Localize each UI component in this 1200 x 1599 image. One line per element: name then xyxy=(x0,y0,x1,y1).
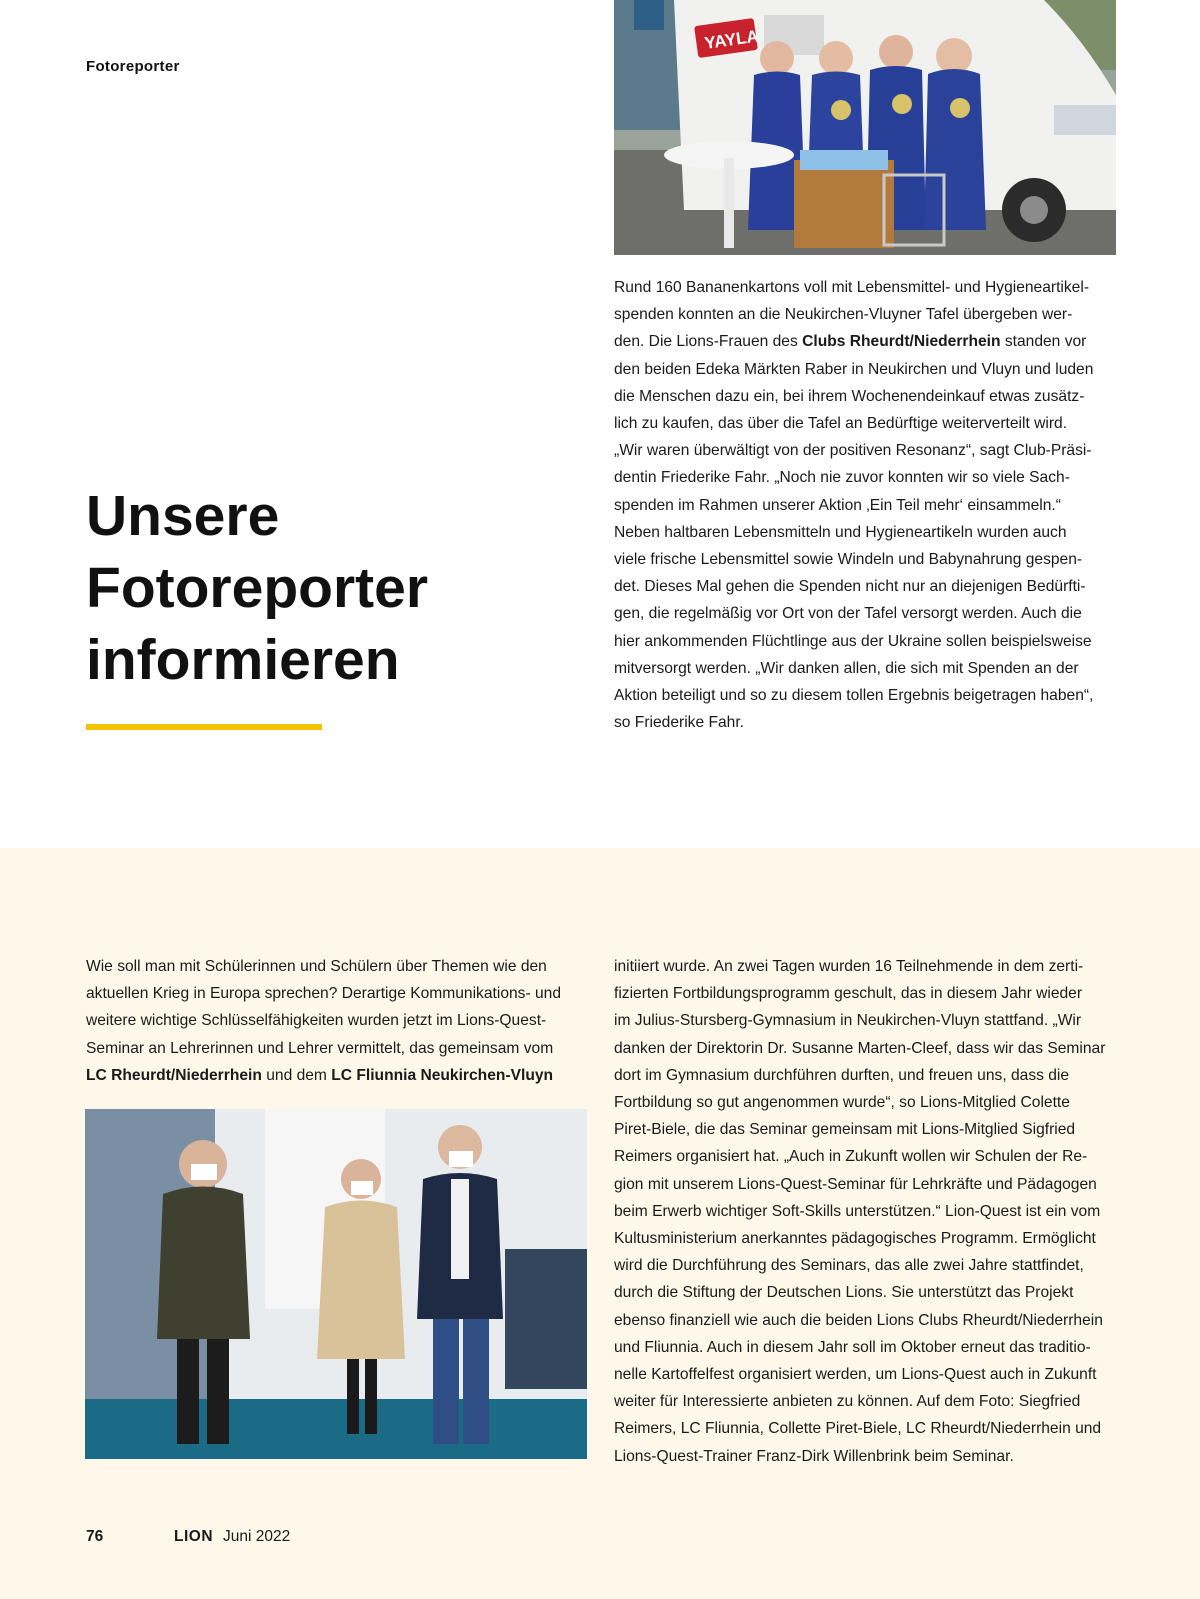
text-run: ebenso finanziell wie auch die beiden Lions Clubs Rheurdt/Niederrhein xyxy=(614,1311,1103,1329)
text-line xyxy=(614,682,1114,709)
text-line xyxy=(86,1035,586,1062)
text-line xyxy=(614,1307,1114,1334)
text-run: viele frische Lebensmittel sowie Windeln und Babynahrung gespen- xyxy=(614,551,1083,569)
text-line xyxy=(86,1007,586,1034)
text-line xyxy=(614,1415,1114,1442)
text-run: gion mit unserem Lions-Quest-Seminar für Lehrkräfte und Pädagogen xyxy=(614,1175,1097,1193)
text-run: Seminar an Lehrerinnen und Lehrer vermittelt, das gemeinsam vom xyxy=(86,1039,554,1057)
club-name: LC Rheurdt/Niederrhein xyxy=(86,1066,262,1084)
text-run: mitversorgt werden. „Wir danken allen, die sich mit Spenden an der xyxy=(614,659,1079,677)
text-run: Wie soll man mit Schülerinnen und Schülern über Themen wie den xyxy=(86,958,547,975)
text-line xyxy=(614,546,1114,573)
text-line xyxy=(614,709,1114,736)
text-run: Rund 160 Bananenkartons voll mit Lebensmittel- und Hygieneartikel- xyxy=(614,279,1090,296)
article-lions-quest-text-left xyxy=(86,953,586,1089)
magazine-name: LION xyxy=(174,1528,214,1545)
text-run: Reimers organisiert hat. „Auch in Zukunft wollen wir Schulen der Re- xyxy=(614,1148,1088,1166)
text-line xyxy=(614,1388,1114,1415)
section-label: Fotoreporter xyxy=(86,58,180,75)
text-run: wird die Durchführung des Seminars, das alle zwei Jahre stattfindet, xyxy=(614,1257,1084,1275)
headline xyxy=(86,480,556,696)
text-line xyxy=(614,980,1114,1007)
text-line xyxy=(614,519,1114,546)
text-run: Reimers, LC Fliunnia, Collette Piret-Biele, LC Rheurdt/Niederrhein und xyxy=(614,1420,1102,1438)
text-run: spenden im Rahmen unserer Aktion ‚Ein Teil mehr‘ einsammeln.“ xyxy=(614,496,1061,514)
headline-line: Fotoreporter xyxy=(86,556,428,620)
text-line xyxy=(614,301,1114,328)
text-line xyxy=(614,573,1114,600)
text-run: nelle Kartoffelfest organisiert werden, um Lions-Quest auch in Zukunft xyxy=(614,1366,1097,1384)
text-run: und Fliunnia. Auch in diesem Jahr soll im Oktober erneut das traditio- xyxy=(614,1338,1091,1356)
text-line xyxy=(614,1007,1114,1034)
text-line xyxy=(614,1443,1114,1470)
text-run: weiter für Interessierte anbieten zu können. Auf dem Foto: Siegfried xyxy=(614,1393,1081,1411)
text-run: weitere wichtige Schlüsselfähigkeiten wurden jetzt im Lions-Quest- xyxy=(86,1012,547,1030)
text-line xyxy=(614,410,1114,437)
text-line xyxy=(614,356,1114,383)
text-line xyxy=(614,1116,1114,1143)
text-line xyxy=(614,492,1114,519)
headline-line: informieren xyxy=(86,628,400,692)
text-line xyxy=(614,1089,1114,1116)
article-lions-quest-text-right xyxy=(614,953,1114,1470)
text-line xyxy=(614,274,1114,301)
text-line xyxy=(614,1361,1114,1388)
text-run: aktuellen Krieg in Europa sprechen? Derartige Kommunikations- und xyxy=(86,985,562,1003)
text-line xyxy=(86,953,586,980)
text-run: det. Dieses Mal gehen die Spenden nicht nur an diejenigen Bedürfti- xyxy=(614,578,1086,596)
photo-lions-quest-seminar xyxy=(85,1109,587,1459)
text-run: „Wir waren überwältigt von der positiven Resonanz“, sagt Club-Präsi- xyxy=(614,442,1092,460)
text-line xyxy=(614,1252,1114,1279)
text-run: gen, die regelmäßig vor Ort von der Tafel versorgt werden. Auch die xyxy=(614,605,1082,623)
text-run: Kultusministerium anerkanntes pädagogisches Programm. Ermöglicht xyxy=(614,1230,1096,1248)
text-run: standen vor xyxy=(1000,333,1087,351)
club-name: Clubs Rheurdt/Niederrhein xyxy=(802,333,1001,351)
text-run: dentin Friederike Fahr. „Noch nie zuvor konnten wir so viele Sach- xyxy=(614,469,1070,487)
text-line xyxy=(614,600,1114,627)
text-run: spenden konnten an die Neukirchen-Vluyner Tafel übergeben wer- xyxy=(614,306,1073,324)
text-run: Piret-Biele, die das Seminar gemeinsam mit Lions-Mitglied Sigfried xyxy=(614,1121,1076,1139)
text-line xyxy=(86,980,586,1007)
text-line xyxy=(614,953,1114,980)
text-run: im Julius-Stursberg-Gymnasium in Neukirchen-Vluyn stattfand. „Wir xyxy=(614,1012,1082,1030)
text-run: danken der Direktorin Dr. Susanne Marten-Cleef, dass wir das Seminar xyxy=(614,1039,1106,1057)
text-run: den. Die Lions-Frauen des xyxy=(614,333,803,351)
headline-line: Unsere xyxy=(86,484,280,548)
text-line xyxy=(614,1171,1114,1198)
text-run: beim Erwerb wichtiger Soft-Skills unterstützen.“ Lion-Quest ist ein vom xyxy=(614,1202,1101,1220)
text-line xyxy=(614,328,1114,355)
text-run: die Menschen dazu ein, bei ihrem Wochenendeinkauf etwas zusätz- xyxy=(614,387,1085,405)
text-line xyxy=(614,1279,1114,1306)
club-name: LC Fliunnia Neukirchen-Vluyn xyxy=(331,1066,554,1084)
text-line xyxy=(614,1035,1114,1062)
text-run: und dem xyxy=(261,1066,332,1084)
text-run: dort im Gymnasium durchführen durften, und freuen uns, dass die xyxy=(614,1066,1070,1084)
article-tafel-text xyxy=(614,274,1114,736)
text-line xyxy=(614,655,1114,682)
accent-rule xyxy=(86,724,322,730)
text-run: Lions-Quest-Trainer Franz-Dirk Willenbrink beim Seminar. xyxy=(614,1447,1014,1465)
text-run: initiiert wurde. An zwei Tagen wurden 16 Teilnehmende in dem zerti- xyxy=(614,958,1084,975)
text-run: so Friederike Fahr. xyxy=(614,714,744,732)
text-line xyxy=(614,1334,1114,1361)
text-line xyxy=(614,628,1114,655)
text-run: fizierten Fortbildungsprogramm geschult, das in diesem Jahr wieder xyxy=(614,985,1083,1003)
text-run: den beiden Edeka Märkten Raber in Neukirchen und Vluyn und luden xyxy=(614,360,1094,378)
text-line xyxy=(614,383,1114,410)
text-line xyxy=(86,1062,586,1089)
text-line xyxy=(614,1143,1114,1170)
text-run: hier ankommenden Flüchtlinge aus der Ukraine sollen beispielsweise xyxy=(614,632,1092,650)
text-line xyxy=(614,437,1114,464)
text-run: Fortbildung so gut angenommen wurde“, so Lions-Mitglied Colette xyxy=(614,1094,1070,1112)
text-run: lich zu kaufen, das über die Tafel an Bedürftige weiterverteilt wird. xyxy=(614,415,1068,433)
text-line xyxy=(614,1225,1114,1252)
text-line xyxy=(614,464,1114,491)
photo-lions-women-donation xyxy=(614,0,1116,255)
text-line xyxy=(614,1062,1114,1089)
text-run: Aktion beteiligt und so zu diesem tollen Ergebnis beigetragen haben“, xyxy=(614,687,1094,705)
page-number: 76 xyxy=(86,1528,104,1545)
text-run: Neben haltbaren Lebensmitteln und Hygieneartikeln wurden auch xyxy=(614,523,1067,541)
issue-date: Juni 2022 xyxy=(223,1528,291,1545)
text-line xyxy=(614,1198,1114,1225)
text-run: durch die Stiftung der Deutschen Lions. Sie unterstützt das Projekt xyxy=(614,1284,1074,1302)
van-logo-text: YAYLA xyxy=(703,26,760,53)
